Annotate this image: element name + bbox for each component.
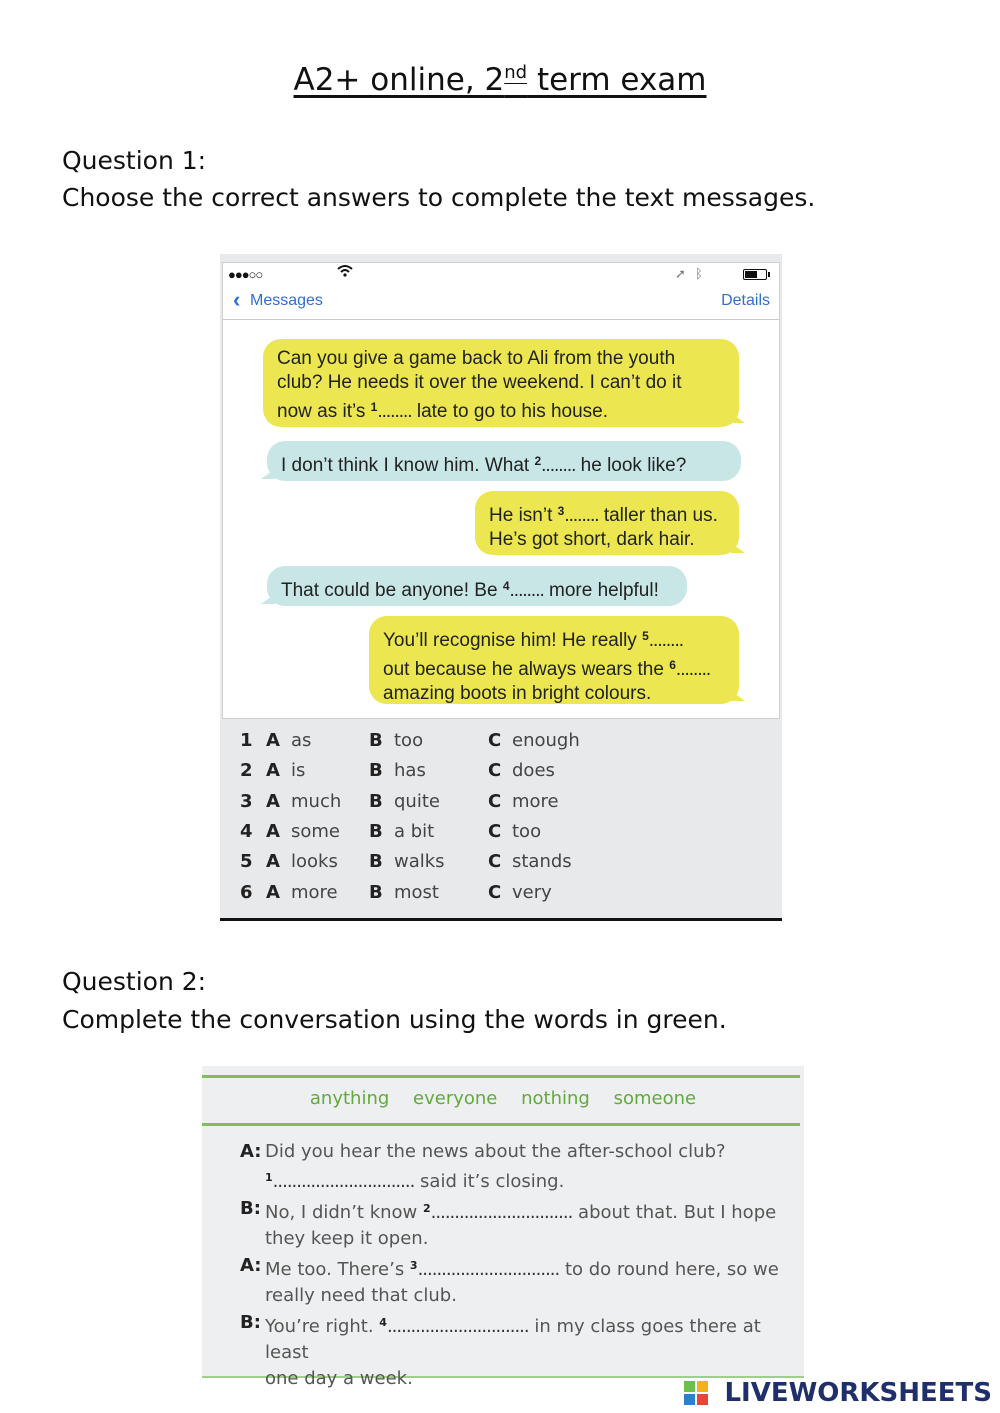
blank-6[interactable]: ........ xyxy=(675,659,711,680)
word-everyone[interactable]: everyone xyxy=(413,1088,498,1109)
option-row: 4 A some B a bit C too xyxy=(240,821,542,842)
page-title: A2+ online, 2nd term exam xyxy=(293,62,707,98)
message-3-line-2: He’s got short, dark hair. xyxy=(489,529,695,550)
blank-4[interactable]: ........ xyxy=(509,580,544,601)
message-bubble-2: I don’t think I know him. What $^2$........ he look like? xyxy=(267,441,741,481)
option-b[interactable]: has xyxy=(394,760,426,781)
option-row: 5 A looks B walks C stands xyxy=(240,851,572,872)
liveworksheets-logo-icon xyxy=(684,1381,708,1405)
question-1-heading: Question 1: xyxy=(62,146,207,175)
option-row: 3 A much B quite C more xyxy=(240,791,559,812)
message-5-line-2: out because he always wears the $^6$........ xyxy=(383,658,711,680)
option-a[interactable]: as xyxy=(291,730,312,751)
option-c[interactable]: does xyxy=(512,760,555,781)
wifi-icon xyxy=(337,264,353,282)
bubble-tail xyxy=(731,413,745,423)
option-a[interactable]: looks xyxy=(291,851,338,872)
option-c[interactable]: enough xyxy=(512,730,580,751)
option-b[interactable]: walks xyxy=(394,851,445,872)
message-bubble-1 xyxy=(263,339,739,427)
conversation-box: anything everyone nothing someone A: Did you hear the news about the after-school club? $^1$.............................. said it’s closing. B: No, I didn’t know $^2$.............................. about that. But I hope they keep it open. A: Me too. There’s $^3$.............................. to do round here, so we really need that club. B: You’re right. $^4$.............................. in my class goes there at least one day a week. xyxy=(202,1066,804,1378)
blank-q2-3[interactable]: .............................. xyxy=(417,1259,560,1280)
word-someone[interactable]: someone xyxy=(613,1088,697,1109)
question-2-instruction: Complete the conversation using the words in green. xyxy=(62,1005,727,1034)
blank-3[interactable]: ........ xyxy=(564,505,599,526)
phone-messages-panel xyxy=(220,254,782,921)
messages-nav-bar xyxy=(223,287,779,320)
phone-screen xyxy=(222,262,780,719)
bubble-tail xyxy=(731,543,745,553)
word-nothing[interactable]: nothing xyxy=(521,1088,590,1109)
message-5-line-3: amazing boots in bright colours. xyxy=(383,683,652,704)
option-a[interactable]: some xyxy=(291,821,340,842)
option-a[interactable]: much xyxy=(291,791,342,812)
battery-icon xyxy=(743,269,767,280)
option-a[interactable]: more xyxy=(291,882,338,903)
bluetooth-icon: ᛒ xyxy=(695,266,703,281)
blank-q2-4[interactable]: .............................. xyxy=(386,1316,529,1337)
message-3-line-1: He isn’t $^3$........ taller than us. xyxy=(489,504,718,526)
speaker-label: B: xyxy=(240,1312,261,1333)
signal-icon: ●●●○○ xyxy=(228,267,263,282)
blank-q2-1[interactable]: .............................. xyxy=(272,1171,415,1192)
question-2-heading: Question 2: xyxy=(62,967,207,996)
option-b[interactable]: most xyxy=(394,882,439,903)
option-row: 2 A is B has C does xyxy=(240,760,555,781)
option-row: 6 A more B most C very xyxy=(240,882,552,903)
location-icon: ➚ xyxy=(675,266,686,281)
message-bubble-5 xyxy=(369,616,739,704)
blank-1[interactable]: ........ xyxy=(377,401,412,422)
option-a[interactable]: is xyxy=(291,760,306,781)
option-c[interactable]: stands xyxy=(512,851,572,872)
speaker-label: A: xyxy=(240,1255,262,1276)
option-c[interactable]: more xyxy=(512,791,559,812)
status-bar xyxy=(223,263,779,287)
details-button[interactable]: Details xyxy=(721,292,770,309)
divider xyxy=(202,1075,800,1078)
chevron-left-icon[interactable]: ‹ xyxy=(233,287,241,312)
blank-2[interactable]: ........ xyxy=(541,455,576,476)
option-b[interactable]: a bit xyxy=(394,821,435,842)
message-1-line-3: now as it’s $^1$........ late to go to his house. xyxy=(277,400,609,422)
option-row: 1 A as B too C enough xyxy=(240,730,580,751)
divider xyxy=(202,1123,800,1126)
speaker-label: B: xyxy=(240,1198,261,1219)
bubble-tail xyxy=(261,594,275,604)
blank-q2-2[interactable]: .............................. xyxy=(430,1202,573,1223)
speaker-label: A: xyxy=(240,1141,262,1162)
word-bank xyxy=(202,1088,804,1109)
option-b[interactable]: too xyxy=(394,730,424,751)
option-c[interactable]: too xyxy=(512,821,542,842)
option-b[interactable]: quite xyxy=(394,791,440,812)
option-c[interactable]: very xyxy=(512,882,552,903)
liveworksheets-logo: LIVEWORKSHEETS xyxy=(724,1378,992,1408)
bubble-tail xyxy=(731,691,745,701)
word-anything[interactable]: anything xyxy=(309,1088,390,1109)
message-bubble-4: That could be anyone! Be $^4$........ more helpful! xyxy=(267,566,687,606)
message-5-line-1: You’ll recognise him! He really $^5$........ xyxy=(383,629,684,651)
back-messages-button[interactable]: Messages xyxy=(250,292,323,309)
blank-5[interactable]: ........ xyxy=(648,630,684,651)
message-1-line-1: Can you give a game back to Ali from the youth xyxy=(277,348,676,369)
bubble-tail xyxy=(261,469,275,479)
message-1-line-2: club? He needs it over the weekend. I can’t do it xyxy=(277,372,682,393)
question-1-instruction: Choose the correct answers to complete the text messages. xyxy=(62,183,816,212)
message-bubble-3 xyxy=(475,491,739,555)
